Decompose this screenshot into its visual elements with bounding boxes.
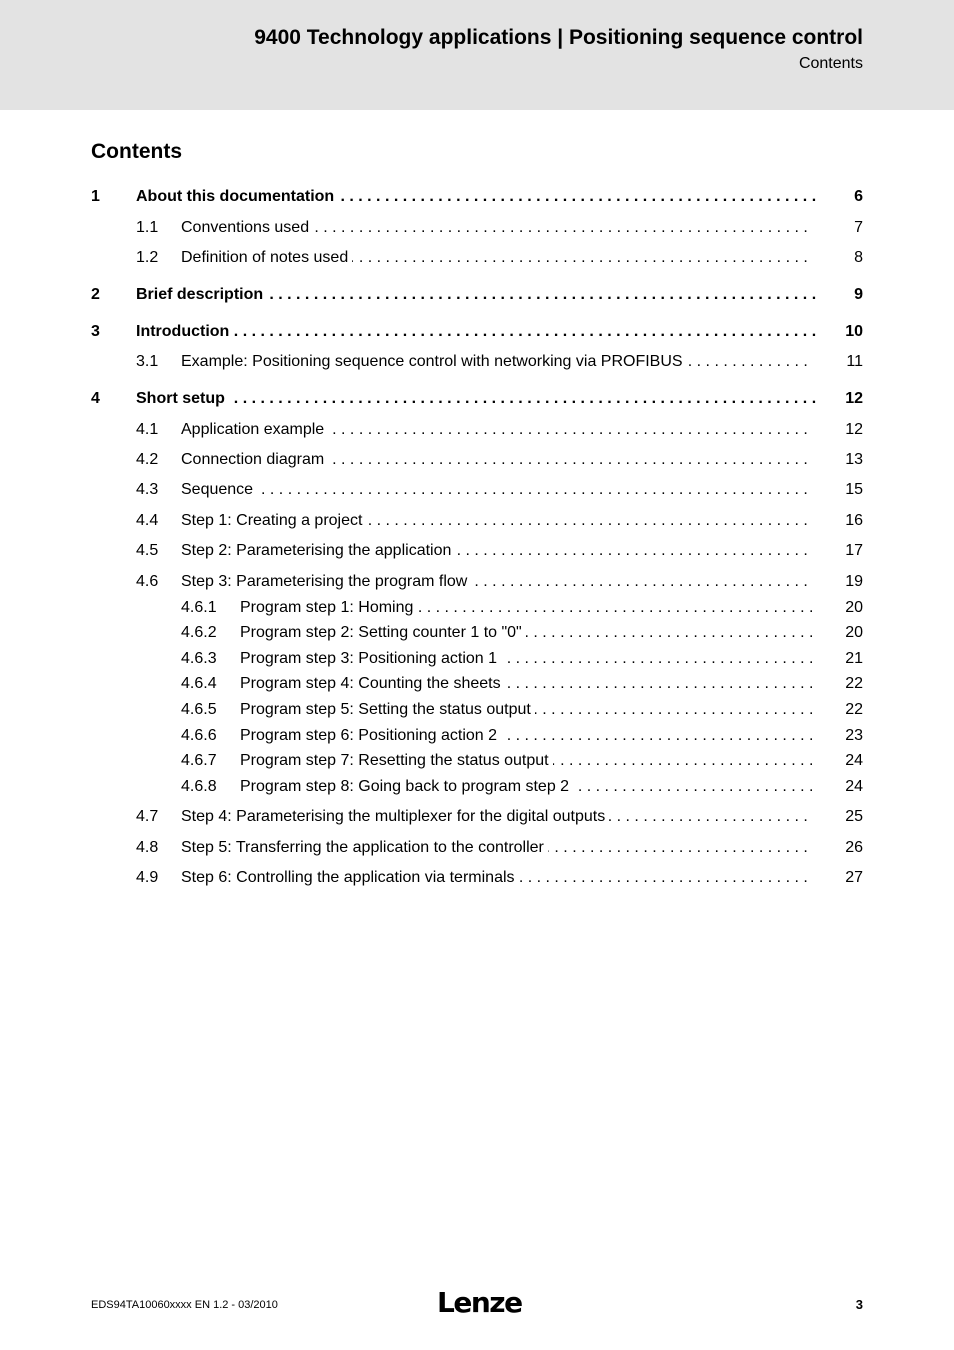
toc-entry-title-text: Definition of notes used <box>181 249 352 266</box>
toc-entry-title[interactable] <box>181 540 813 562</box>
toc-entry-page: 20 <box>845 624 863 641</box>
toc-entry[interactable] <box>0 776 954 798</box>
toc-entry-title-text: Introduction <box>136 323 233 340</box>
toc-entry-page: 16 <box>845 512 863 529</box>
toc-entry-title[interactable] <box>240 699 813 721</box>
toc-entry-number: 4.3 <box>136 481 159 498</box>
toc-entry-title-text: About this documentation <box>136 188 338 205</box>
toc-entry[interactable] <box>0 622 954 644</box>
toc-entry-title-text: Step 4: Parameterising the multiplexer for the digital outputs <box>181 808 609 825</box>
toc-entry-number: 4.6.2 <box>181 624 217 641</box>
toc-entry-title-text: Program step 4: Counting the sheets <box>240 675 505 692</box>
toc-entry-page: 13 <box>845 451 863 468</box>
toc-entry-title-text: Program step 5: Setting the status output <box>240 701 535 718</box>
toc-entry[interactable] <box>0 699 954 721</box>
toc-entry-title-text: Application example <box>181 421 328 438</box>
toc-entry-title[interactable] <box>136 321 818 343</box>
contents-heading: Contents <box>91 140 182 163</box>
toc-entry[interactable] <box>0 351 954 373</box>
toc-entry-title-text: Program step 2: Setting counter 1 to "0" <box>240 624 526 641</box>
toc-entry-page: 20 <box>845 599 863 616</box>
toc-entry[interactable] <box>0 247 954 269</box>
toc-entry[interactable] <box>0 388 954 410</box>
toc-entry-title-text: Example: Positioning sequence control with networking via PROFIBUS <box>181 353 687 370</box>
toc-entry-title[interactable] <box>240 648 813 670</box>
toc-entry-title-text: Step 2: Parameterising the application <box>181 542 455 559</box>
toc-entry[interactable] <box>0 419 954 441</box>
toc-entry-number: 3 <box>91 323 100 340</box>
toc-entry-number: 4.1 <box>136 421 159 438</box>
toc-entry-number: 4.6.6 <box>181 727 217 744</box>
header-title: 9400 Technology applications | Positioning sequence control <box>254 26 863 49</box>
toc-entry[interactable] <box>0 449 954 471</box>
toc-entry-title-text: Connection diagram <box>181 451 328 468</box>
toc-entry-title[interactable] <box>181 867 813 889</box>
toc-entry-title-text: Short setup <box>136 390 229 407</box>
toc-entry-page: 17 <box>845 542 863 559</box>
toc-entry-title-text: Step 1: Creating a project <box>181 512 366 529</box>
toc-entry-title[interactable] <box>136 388 818 410</box>
toc-entry-title-text: Step 5: Transferring the application to the controller <box>181 839 548 856</box>
toc-entry-title-text: Program step 1: Homing <box>240 599 417 616</box>
toc-entry-number: 4.4 <box>136 512 159 529</box>
footer-page-number: 3 <box>855 1297 863 1312</box>
toc-entry-title-text: Step 6: Controlling the application via terminals <box>181 869 519 886</box>
toc-entry-title-text: Program step 7: Resetting the status output <box>240 752 553 769</box>
lenze-logo: Lenze <box>437 1286 522 1319</box>
toc-entry[interactable] <box>0 479 954 501</box>
toc-entry-page: 19 <box>845 573 863 590</box>
toc-entry-title[interactable] <box>181 449 813 471</box>
toc-entry-number: 1.2 <box>136 249 159 266</box>
toc-entry[interactable] <box>0 750 954 772</box>
toc-entry-number: 4 <box>91 390 100 407</box>
toc-entry-number: 4.6 <box>136 573 159 590</box>
toc-entry-page: 15 <box>845 481 863 498</box>
toc-entry-title-text: Conventions used <box>181 219 313 236</box>
toc-entry[interactable] <box>0 837 954 859</box>
toc-entry-title[interactable] <box>136 284 818 306</box>
toc-entry[interactable] <box>0 867 954 889</box>
toc-entry-title[interactable] <box>240 622 813 644</box>
toc-entry-number: 3.1 <box>136 353 159 370</box>
toc-entry-page: 11 <box>846 353 863 370</box>
toc-entry-title[interactable] <box>181 247 813 269</box>
toc-entry-page: 25 <box>845 808 863 825</box>
toc-entry-page: 24 <box>845 752 863 769</box>
toc-entry-number: 4.6.1 <box>181 599 217 616</box>
toc-entry[interactable] <box>0 648 954 670</box>
toc-entry-page: 12 <box>845 421 863 438</box>
toc-entry[interactable] <box>0 510 954 532</box>
toc-entry[interactable] <box>0 321 954 343</box>
footer-document-code: EDS94TA10060xxxx EN 1.2 - 03/2010 <box>91 1299 278 1311</box>
toc-entry-number: 4.6.7 <box>181 752 217 769</box>
toc-entry-number: 4.6.4 <box>181 675 217 692</box>
toc-entry-title[interactable] <box>181 837 813 859</box>
toc-entry-number: 4.9 <box>136 869 159 886</box>
header-subtitle: Contents <box>798 55 863 72</box>
toc-entry-title-text: Program step 8: Going back to program step 2 <box>240 778 573 795</box>
toc-entry-title[interactable] <box>181 479 813 501</box>
toc-entry-page: 26 <box>845 839 863 856</box>
toc-entry-title-text: Program step 6: Positioning action 2 <box>240 727 501 744</box>
toc-entry-number: 4.6.3 <box>181 650 217 667</box>
toc-entry-number: 4.5 <box>136 542 159 559</box>
toc-entry-title[interactable] <box>181 510 813 532</box>
toc-entry[interactable] <box>0 571 954 593</box>
toc-entry-page: 6 <box>854 188 863 205</box>
toc-entry-title[interactable] <box>181 351 813 373</box>
toc-entry[interactable] <box>0 673 954 695</box>
toc-entry-title[interactable] <box>181 571 813 593</box>
toc-entry-page: 12 <box>845 390 863 407</box>
toc-entry-title[interactable] <box>181 217 813 239</box>
toc-entry-title-text: Program step 3: Positioning action 1 <box>240 650 501 667</box>
toc-entry-number: 2 <box>91 286 100 303</box>
toc-entry-page: 22 <box>845 701 863 718</box>
toc-entry-title[interactable] <box>240 750 813 772</box>
toc-entry-title-text: Sequence <box>181 481 257 498</box>
toc-entry-title-text: Brief description <box>136 286 267 303</box>
page-header <box>0 0 954 110</box>
toc-entry-title[interactable] <box>240 776 813 798</box>
toc-entry-page: 22 <box>845 675 863 692</box>
toc-entry[interactable] <box>0 217 954 239</box>
toc-entry[interactable] <box>0 284 954 306</box>
toc-entry-page: 21 <box>845 650 863 667</box>
toc-entry[interactable] <box>0 186 954 208</box>
toc-entry[interactable] <box>0 540 954 562</box>
toc-entry-number: 4.8 <box>136 839 159 856</box>
toc-entry[interactable] <box>0 725 954 747</box>
toc-entry-page: 8 <box>854 249 863 266</box>
toc-entry-title[interactable] <box>181 419 813 441</box>
toc-entry-number: 4.7 <box>136 808 159 825</box>
toc-entry-title[interactable] <box>136 186 818 208</box>
toc-entry-title[interactable] <box>181 806 813 828</box>
toc-entry[interactable] <box>0 806 954 828</box>
toc-entry[interactable] <box>0 597 954 619</box>
toc-entry-page: 24 <box>845 778 863 795</box>
toc-entry-number: 1.1 <box>136 219 159 236</box>
toc-entry-page: 23 <box>845 727 863 744</box>
toc-entry-page: 10 <box>845 323 863 340</box>
toc-entry-page: 7 <box>854 219 863 236</box>
toc-entry-title[interactable] <box>240 725 813 747</box>
toc-entry-title-text: Step 3: Parameterising the program flow <box>181 573 471 590</box>
toc-entry-page: 27 <box>845 869 863 886</box>
toc-entry-page: 9 <box>854 286 863 303</box>
toc-entry-number: 4.2 <box>136 451 159 468</box>
toc-entry-title[interactable] <box>240 673 813 695</box>
toc-entry-number: 1 <box>91 188 100 205</box>
toc-entry-number: 4.6.5 <box>181 701 217 718</box>
toc-entry-number: 4.6.8 <box>181 778 217 795</box>
toc-entry-title[interactable] <box>240 597 813 619</box>
